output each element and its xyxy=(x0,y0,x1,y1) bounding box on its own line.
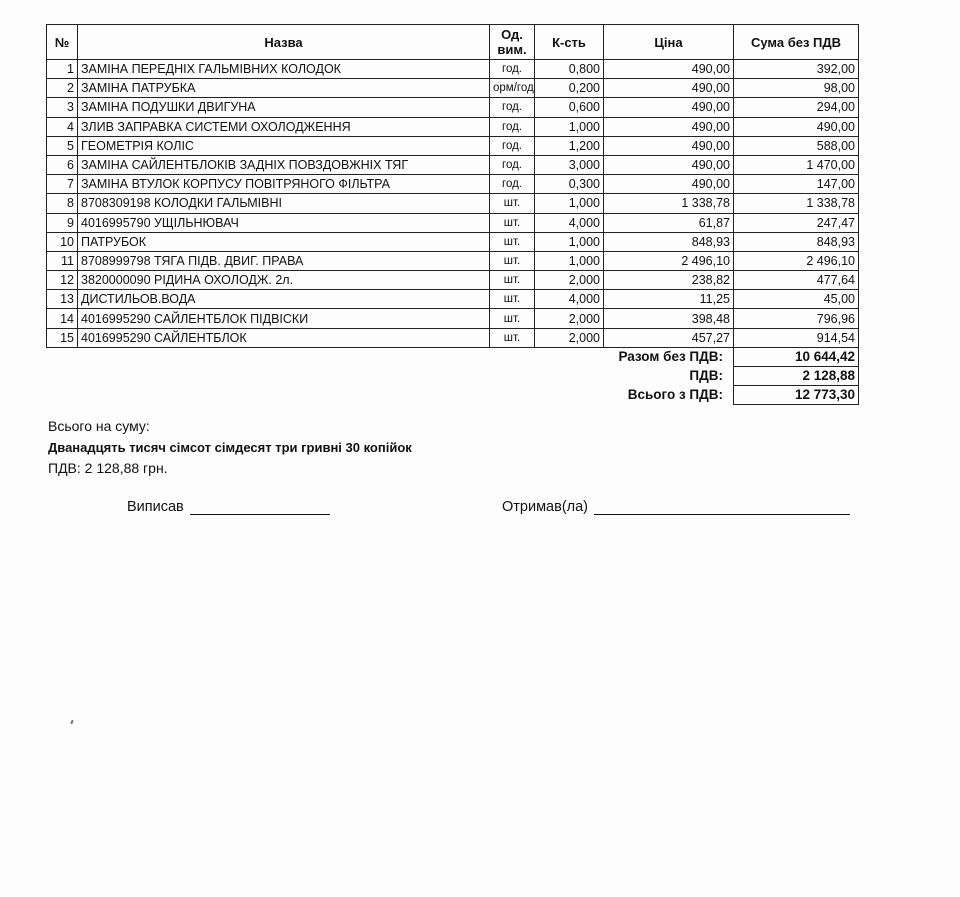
row-qty: 2,000 xyxy=(535,328,604,347)
row-unit: шт. xyxy=(490,213,535,232)
row-number: 11 xyxy=(47,251,78,270)
row-qty: 1,000 xyxy=(535,117,604,136)
table-row xyxy=(47,175,859,194)
invoice-items xyxy=(47,60,859,348)
row-unit: шт. xyxy=(490,271,535,290)
row-price: 490,00 xyxy=(604,60,734,79)
row-sum: 392,00 xyxy=(734,60,859,79)
col-header-qty: К-сть xyxy=(535,25,604,60)
table-row xyxy=(47,232,859,251)
row-sum: 147,00 xyxy=(734,175,859,194)
row-name: 8708999798 ТЯГА ПІДВ. ДВИГ. ПРАВА xyxy=(78,251,490,270)
row-unit: шт. xyxy=(490,290,535,309)
row-name: 4016995790 УЩІЛЬНЮВАЧ xyxy=(78,213,490,232)
issued-by-signature xyxy=(127,498,330,515)
row-qty: 4,000 xyxy=(535,213,604,232)
row-qty: 0,300 xyxy=(535,175,604,194)
row-sum: 45,00 xyxy=(734,290,859,309)
vat-label: ПДВ: xyxy=(689,368,723,384)
row-number: 14 xyxy=(47,309,78,328)
row-qty: 1,000 xyxy=(535,251,604,270)
row-qty: 1,000 xyxy=(535,194,604,213)
table-header-row xyxy=(47,25,859,60)
row-qty: 1,200 xyxy=(535,136,604,155)
row-qty: 0,800 xyxy=(535,60,604,79)
row-name: ЗЛИВ ЗАПРАВКА СИСТЕМИ ОХОЛОДЖЕННЯ xyxy=(78,117,490,136)
row-number: 9 xyxy=(47,213,78,232)
row-number: 13 xyxy=(47,290,78,309)
table-row xyxy=(47,79,859,98)
subtotal-label: Разом без ПДВ: xyxy=(618,349,723,365)
row-name: ЗАМІНА ПЕРЕДНІХ ГАЛЬМІВНИХ КОЛОДОК xyxy=(78,60,490,79)
table-row xyxy=(47,60,859,79)
row-price: 1 338,78 xyxy=(604,194,734,213)
row-price: 490,00 xyxy=(604,155,734,174)
grand-total-row xyxy=(47,386,859,405)
invoice-table xyxy=(46,24,859,405)
row-sum: 490,00 xyxy=(734,117,859,136)
col-header-number: № xyxy=(47,25,78,60)
vat-summary-line: ПДВ: 2 128,88 грн. xyxy=(48,460,168,476)
table-row xyxy=(47,271,859,290)
table-row xyxy=(47,213,859,232)
row-sum: 98,00 xyxy=(734,79,859,98)
row-number: 1 xyxy=(47,60,78,79)
totals-block xyxy=(47,347,859,405)
row-number: 15 xyxy=(47,328,78,347)
vat-value: 2 128,88 xyxy=(734,367,859,386)
table-row xyxy=(47,251,859,270)
row-unit: шт. xyxy=(490,328,535,347)
row-sum: 1 470,00 xyxy=(734,155,859,174)
row-sum: 796,96 xyxy=(734,309,859,328)
issued-by-label: Виписав xyxy=(127,499,184,515)
row-number: 5 xyxy=(47,136,78,155)
row-name: 3820000090 РІДИНА ОХОЛОДЖ. 2л. xyxy=(78,271,490,290)
col-header-name: Назва xyxy=(78,25,490,60)
row-sum: 914,54 xyxy=(734,328,859,347)
row-qty: 4,000 xyxy=(535,290,604,309)
table-row xyxy=(47,328,859,347)
row-unit: год. xyxy=(490,60,535,79)
row-price: 490,00 xyxy=(604,79,734,98)
row-unit: год. xyxy=(490,175,535,194)
col-header-price: Ціна xyxy=(604,25,734,60)
table-row xyxy=(47,98,859,117)
row-sum: 294,00 xyxy=(734,98,859,117)
row-name: ГЕОМЕТРІЯ КОЛІС xyxy=(78,136,490,155)
received-by-signature-line xyxy=(594,498,850,515)
row-unit: шт. xyxy=(490,194,535,213)
row-number: 2 xyxy=(47,79,78,98)
row-number: 6 xyxy=(47,155,78,174)
row-unit: шт. xyxy=(490,232,535,251)
row-name: 4016995290 САЙЛЕНТБЛОК xyxy=(78,328,490,347)
subtotal-value: 10 644,42 xyxy=(734,347,859,366)
row-sum: 477,64 xyxy=(734,271,859,290)
row-price: 238,82 xyxy=(604,271,734,290)
row-name: ЗАМІНА САЙЛЕНТБЛОКІВ ЗАДНІХ ПОВЗДОВЖНІХ ТЯГ xyxy=(78,155,490,174)
row-price: 490,00 xyxy=(604,117,734,136)
issued-by-signature-line xyxy=(190,498,330,515)
table-row xyxy=(47,136,859,155)
subtotal-row xyxy=(47,347,859,366)
row-price: 457,27 xyxy=(604,328,734,347)
grand-total-value: 12 773,30 xyxy=(734,386,859,405)
row-qty: 0,200 xyxy=(535,79,604,98)
row-sum: 848,93 xyxy=(734,232,859,251)
row-price: 2 496,10 xyxy=(604,251,734,270)
table-row xyxy=(47,117,859,136)
row-unit: орм/год xyxy=(490,79,535,98)
row-qty: 2,000 xyxy=(535,309,604,328)
row-number: 12 xyxy=(47,271,78,290)
row-name: ЗАМІНА ПАТРУБКА xyxy=(78,79,490,98)
row-name: ПАТРУБОК xyxy=(78,232,490,251)
row-price: 490,00 xyxy=(604,98,734,117)
total-sum-label: Всього на суму: xyxy=(48,418,150,434)
table-row xyxy=(47,194,859,213)
row-sum: 247,47 xyxy=(734,213,859,232)
col-header-unit: Од. вим. xyxy=(490,25,535,60)
row-name: ЗАМІНА ПОДУШКИ ДВИГУНА xyxy=(78,98,490,117)
table-row xyxy=(47,309,859,328)
row-unit: год. xyxy=(490,155,535,174)
row-unit: шт. xyxy=(490,309,535,328)
scan-speck xyxy=(70,720,73,724)
grand-total-label: Всього з ПДВ: xyxy=(627,387,723,403)
row-unit: шт. xyxy=(490,251,535,270)
amount-in-words: Дванадцять тисяч сімсот сімдесят три гривні 30 копійок xyxy=(48,440,412,455)
row-qty: 1,000 xyxy=(535,232,604,251)
table-row xyxy=(47,290,859,309)
row-name: ЗАМІНА ВТУЛОК КОРПУСУ ПОВІТРЯНОГО ФІЛЬТРА xyxy=(78,175,490,194)
amount-summary xyxy=(48,416,412,479)
row-unit: год. xyxy=(490,117,535,136)
row-sum: 1 338,78 xyxy=(734,194,859,213)
row-price: 398,48 xyxy=(604,309,734,328)
row-name: 4016995290 САЙЛЕНТБЛОК ПІДВІСКИ xyxy=(78,309,490,328)
row-price: 490,00 xyxy=(604,136,734,155)
received-by-signature xyxy=(502,498,850,515)
row-unit: год. xyxy=(490,98,535,117)
row-number: 10 xyxy=(47,232,78,251)
row-number: 8 xyxy=(47,194,78,213)
table-row xyxy=(47,155,859,174)
row-number: 7 xyxy=(47,175,78,194)
row-name: ДИСТИЛЬОВ.ВОДА xyxy=(78,290,490,309)
row-name: 8708309198 КОЛОДКИ ГАЛЬМІВНІ xyxy=(78,194,490,213)
row-sum: 588,00 xyxy=(734,136,859,155)
row-unit: год. xyxy=(490,136,535,155)
row-price: 490,00 xyxy=(604,175,734,194)
vat-row xyxy=(47,367,859,386)
col-header-sum: Сума без ПДВ xyxy=(734,25,859,60)
row-number: 3 xyxy=(47,98,78,117)
row-qty: 0,600 xyxy=(535,98,604,117)
row-price: 848,93 xyxy=(604,232,734,251)
row-qty: 2,000 xyxy=(535,271,604,290)
row-qty: 3,000 xyxy=(535,155,604,174)
row-sum: 2 496,10 xyxy=(734,251,859,270)
row-number: 4 xyxy=(47,117,78,136)
row-price: 61,87 xyxy=(604,213,734,232)
row-price: 11,25 xyxy=(604,290,734,309)
received-by-label: Отримав(ла) xyxy=(502,499,589,515)
